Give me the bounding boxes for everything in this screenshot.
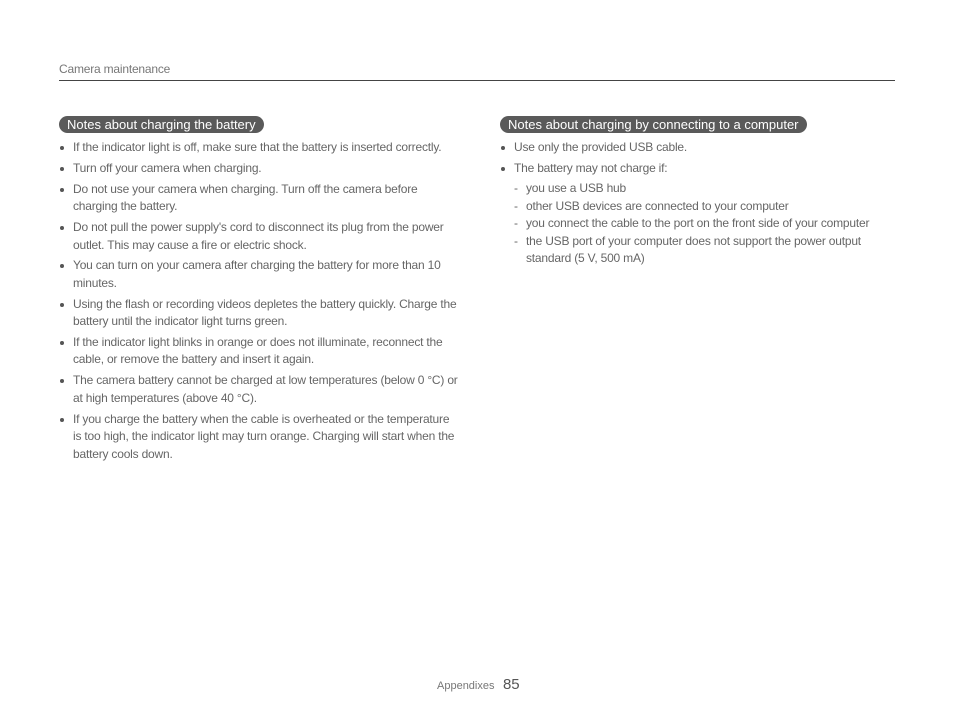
sub-list-item: - you connect the cable to the port on the front side of your computer: [514, 215, 900, 232]
battery-notes-section: [59, 116, 459, 466]
battery-notes-list: [59, 139, 459, 463]
list-item: Do not pull the power supply's cord to disconnect its plug from the power outlet. This may cause a fire or electric shock.: [59, 219, 459, 254]
sub-list: [514, 180, 900, 267]
sub-list-item: - you use a USB hub: [514, 180, 900, 197]
header-section-label: Camera maintenance: [59, 62, 171, 76]
sub-list-item: - the USB port of your computer does not support the power output standard (5 V, 500 mA): [514, 233, 900, 268]
list-item: Use only the provided USB cable.: [500, 139, 900, 156]
list-item: If the indicator light is off, make sure that the battery is inserted correctly.: [59, 139, 459, 156]
page-number: 85: [502, 676, 520, 693]
list-item: If you charge the battery when the cable is overheated or the temperature is too high, the indicator light may turn orange. Charging will start when the battery cools down.: [59, 411, 459, 463]
page-footer: [437, 676, 520, 694]
computer-charging-notes-section: [500, 116, 900, 271]
list-item: You can turn on your camera after charging the battery for more than 10 minutes.: [59, 257, 459, 292]
footer-section-label: Appendixes: [437, 680, 495, 692]
computer-charging-notes-heading: Notes about charging by connecting to a computer: [500, 116, 807, 133]
battery-notes-heading: Notes about charging the battery: [59, 116, 264, 133]
computer-charging-notes-list: [500, 139, 900, 267]
list-item: [500, 160, 900, 267]
sub-list-item: - other USB devices are connected to your computer: [514, 198, 900, 215]
header-divider: [59, 80, 895, 81]
list-item: Turn off your camera when charging.: [59, 160, 459, 177]
list-item: Do not use your camera when charging. Turn off the camera before charging the battery.: [59, 181, 459, 216]
list-item: Using the flash or recording videos depletes the battery quickly. Charge the battery until the indicator light turns green.: [59, 296, 459, 331]
list-item: If the indicator light blinks in orange or does not illuminate, reconnect the cable, or remove the battery and insert it again.: [59, 334, 459, 369]
list-item: The camera battery cannot be charged at low temperatures (below 0 °C) or at high temperatures (above 40 °C).: [59, 372, 459, 407]
list-item-text: The battery may not charge if:: [514, 160, 668, 175]
